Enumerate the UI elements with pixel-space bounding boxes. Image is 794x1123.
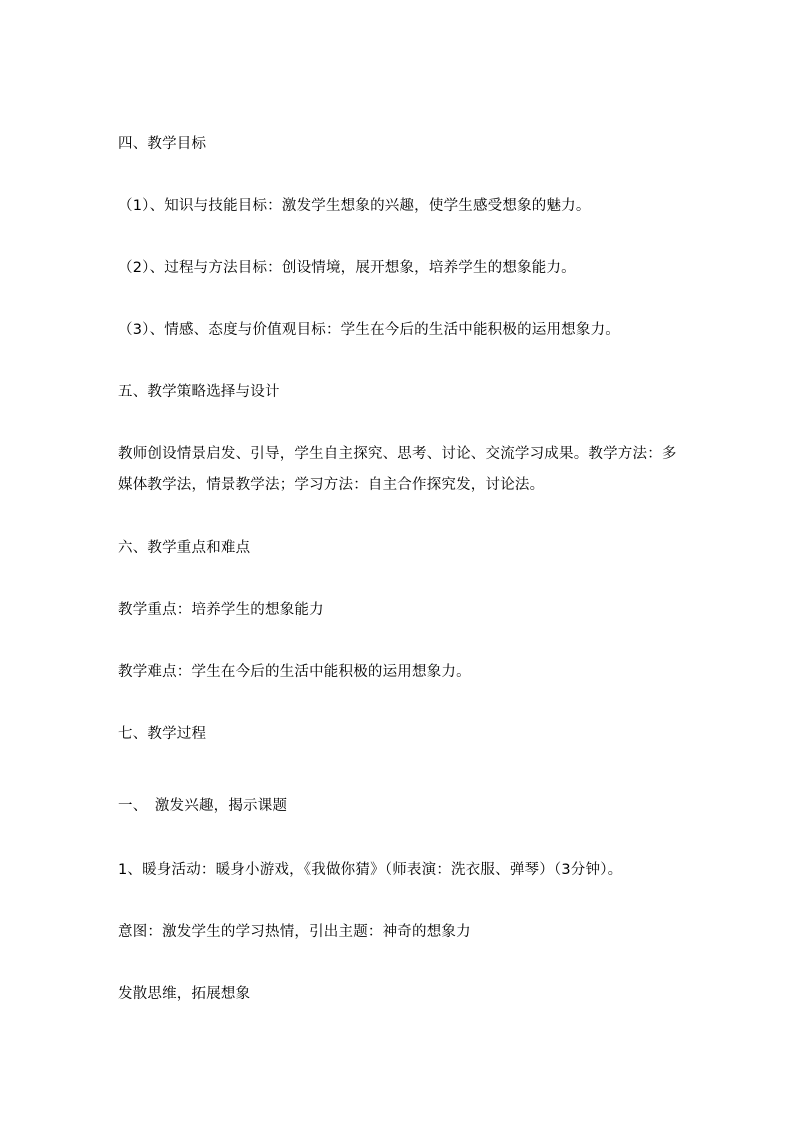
objective-knowledge-skills: （1）、知识与技能目标：激发学生想象的兴趣，使学生感受想象的魅力。 <box>118 198 591 214</box>
heading-key-points: 六、教学重点和难点 <box>118 540 251 556</box>
heading-teaching-process: 七、教学过程 <box>118 726 207 742</box>
objective-emotion-attitude: （3）、情感、态度与价值观目标：学生在今后的生活中能积极的运用想象力。 <box>118 322 620 338</box>
divergent-thinking: 发散思维，拓展想象 <box>118 986 251 1002</box>
intention-text: 意图：激发学生的学习热情，引出主题：神奇的想象力 <box>118 924 471 940</box>
heading-teaching-strategy: 五、教学策略选择与设计 <box>118 384 280 400</box>
paragraph-teaching-strategy: 教师创设情景启发、引导，学生自主探究、思考、讨论、交流学习成果。教学方法：多媒体教学法，情景教学法；学习方法：自主合作探究发，讨论法。 <box>118 446 677 493</box>
warmup-activity: 1、暖身活动：暖身小游戏，《我做你猜》（师表演：洗衣服、弹琴）（3分钟）。 <box>118 862 623 878</box>
heading-teaching-objectives: 四、教学目标 <box>118 136 207 152</box>
key-point: 教学重点：培养学生的想象能力 <box>118 602 324 618</box>
difficult-point: 教学难点：学生在今后的生活中能积极的运用想象力。 <box>118 664 471 680</box>
process-step-one: 一、 激发兴趣，揭示课题 <box>118 798 288 814</box>
objective-process-method: （2）、过程与方法目标：创设情境，展开想象，培养学生的想象能力。 <box>118 260 576 276</box>
